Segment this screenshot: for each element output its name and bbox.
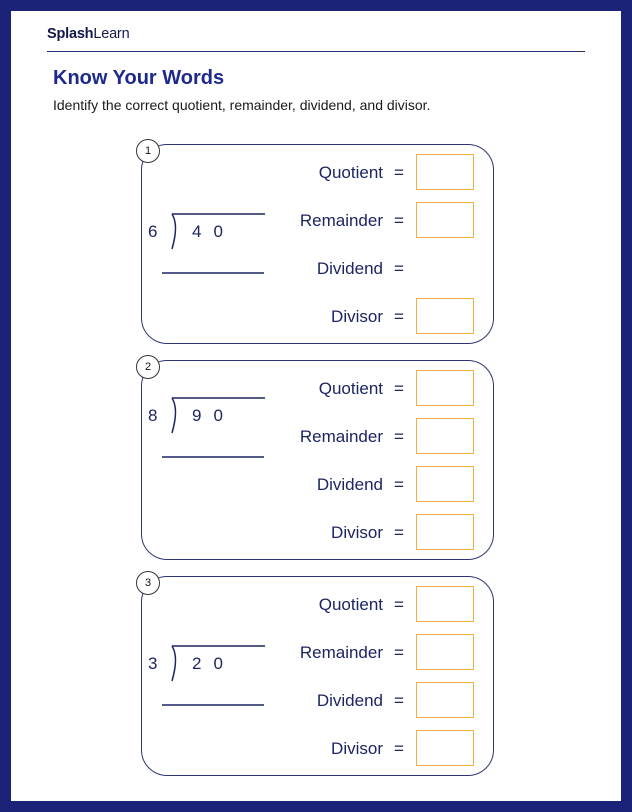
quotient-label: Quotient — [318, 163, 383, 182]
divisor-label: Divisor — [331, 307, 383, 326]
dividend-value: 90 — [192, 406, 235, 425]
equals-sign: = — [394, 163, 404, 182]
equals-sign: = — [394, 739, 404, 758]
problem-card-3 — [141, 576, 494, 776]
divisor-answer-box[interactable] — [416, 730, 474, 766]
long-division-bracket — [142, 577, 282, 717]
dividend-answer-box[interactable] — [416, 466, 474, 502]
worksheet-title: Know Your Words — [53, 67, 225, 89]
remainder-row — [292, 634, 487, 672]
divisor-label: Divisor — [331, 523, 383, 542]
quotient-row — [292, 586, 487, 624]
header-divider — [47, 51, 585, 52]
equals-sign: = — [394, 427, 404, 446]
remainder-answer-box[interactable] — [416, 202, 474, 238]
divisor-row — [292, 730, 487, 768]
quotient-answer-box[interactable] — [416, 154, 474, 190]
equals-sign: = — [394, 379, 404, 398]
divisor-label: Divisor — [331, 739, 383, 758]
remainder-answer-box[interactable] — [416, 634, 474, 670]
divisor-row — [292, 514, 487, 552]
remainder-label: Remainder — [299, 643, 383, 662]
dividend-row — [292, 250, 487, 288]
problem-card-1 — [141, 144, 494, 344]
dividend-label: Dividend — [316, 259, 383, 278]
instructions: Identify the correct quotient, remainder, dividend, and divisor. — [53, 97, 431, 113]
problem-number: 2 — [136, 355, 160, 379]
dividend-answer-box[interactable] — [416, 682, 474, 718]
equals-sign: = — [394, 211, 404, 230]
long-division-bracket — [142, 361, 282, 501]
quotient-label: Quotient — [318, 595, 383, 614]
remainder-row — [292, 418, 487, 456]
dividend-value: 20 — [192, 654, 235, 673]
dividend-value: 40 — [192, 222, 235, 241]
equals-sign: = — [394, 691, 404, 710]
quotient-row — [292, 370, 487, 408]
worksheet-page — [11, 11, 621, 801]
remainder-label: Remainder — [299, 211, 383, 230]
equals-sign: = — [394, 523, 404, 542]
quotient-answer-box[interactable] — [416, 586, 474, 622]
problem-number: 1 — [136, 139, 160, 163]
dividend-label: Dividend — [316, 475, 383, 494]
long-division-bracket — [142, 145, 282, 285]
remainder-row — [292, 202, 487, 240]
quotient-label: Quotient — [318, 379, 383, 398]
dividend-label: Dividend — [316, 691, 383, 710]
equals-sign: = — [394, 595, 404, 614]
problem-number: 3 — [136, 571, 160, 595]
divisor-answer-box[interactable] — [416, 298, 474, 334]
divisor-value: 6 — [148, 222, 158, 241]
equals-sign: = — [394, 643, 404, 662]
equals-sign: = — [394, 259, 404, 278]
divisor-row — [292, 298, 487, 336]
dividend-row — [292, 682, 487, 720]
remainder-label: Remainder — [299, 427, 383, 446]
divisor-value: 8 — [148, 406, 158, 425]
quotient-answer-box[interactable] — [416, 370, 474, 406]
equals-sign: = — [394, 475, 404, 494]
dividend-row — [292, 466, 487, 504]
problem-card-2 — [141, 360, 494, 560]
splashlearn-logo: SplashLearn — [47, 26, 130, 42]
quotient-row — [292, 154, 487, 192]
equals-sign: = — [394, 307, 404, 326]
divisor-answer-box[interactable] — [416, 514, 474, 550]
remainder-answer-box[interactable] — [416, 418, 474, 454]
divisor-value: 3 — [148, 654, 158, 673]
